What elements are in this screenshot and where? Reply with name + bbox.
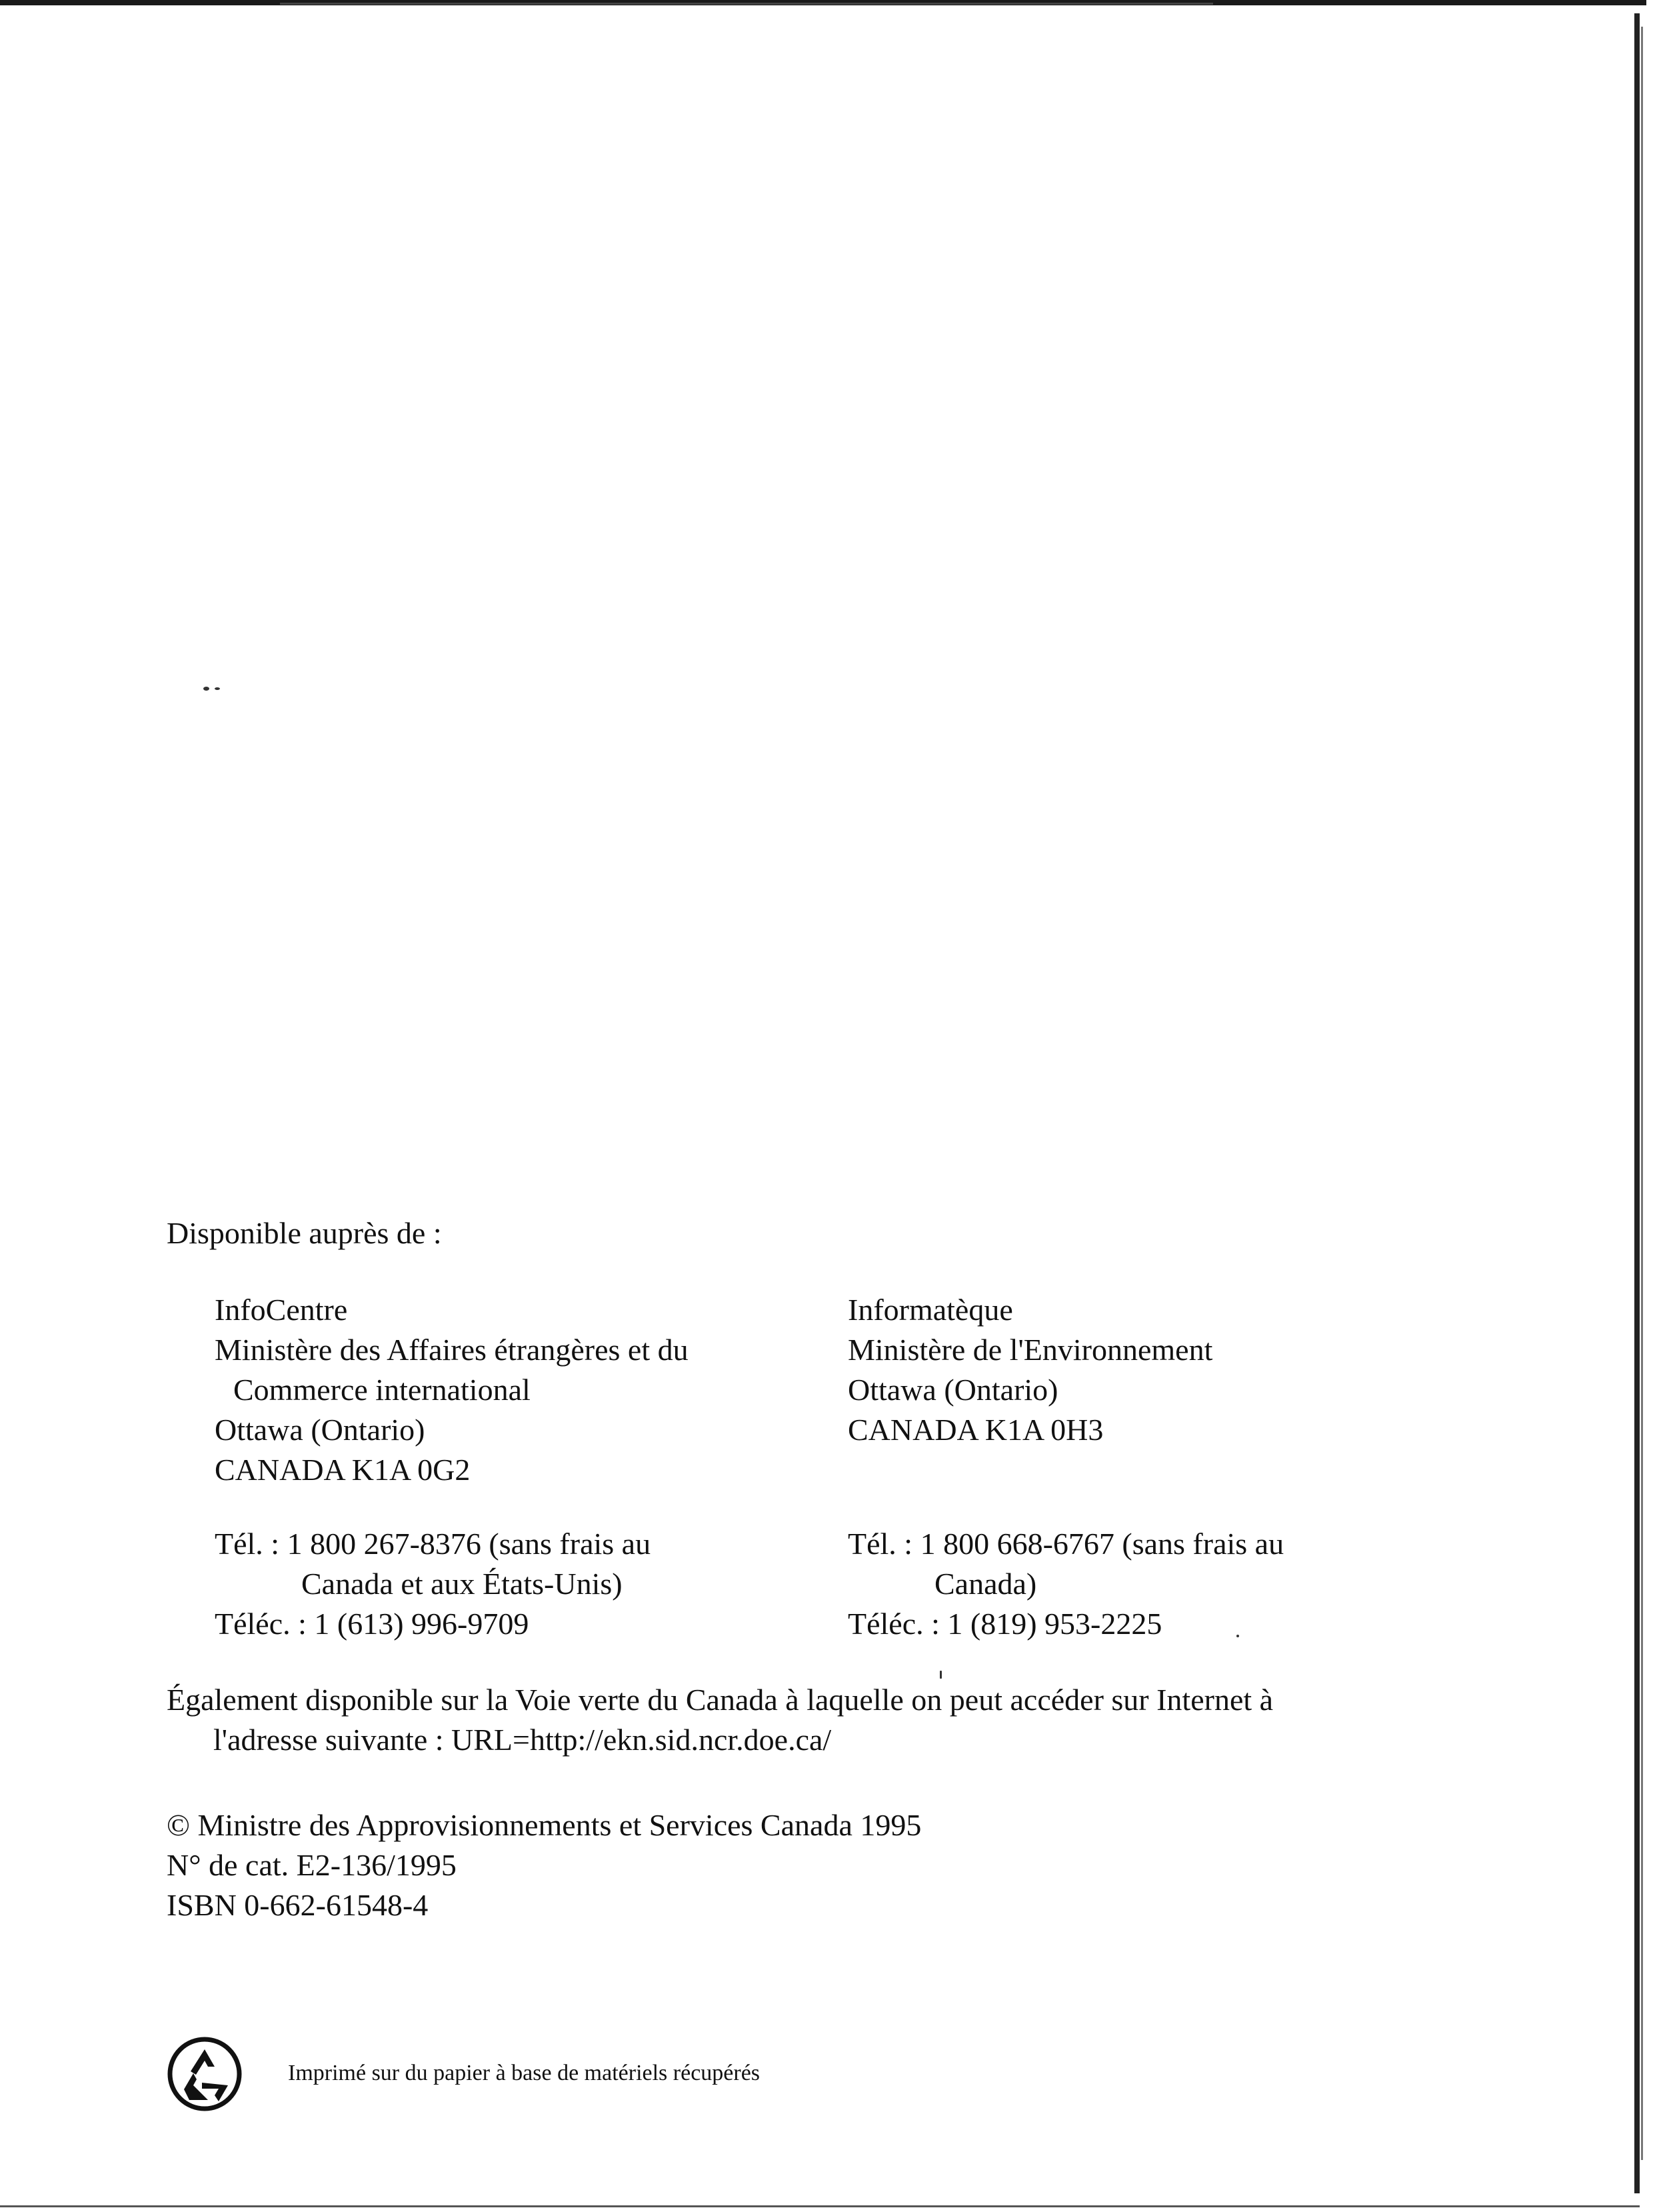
scan-edge-right-shadow	[1641, 27, 1643, 2160]
copyright-line: © Ministre des Approvisionnements et Services Canada 1995	[167, 1808, 922, 1842]
availability-heading: Disponible auprès de :	[167, 1216, 442, 1250]
address-line: Ottawa (Ontario)	[215, 1413, 425, 1447]
recycled-paper-notice: Imprimé sur du papier à base de matériels récupérés	[288, 2061, 761, 2085]
address-line: Ministère des Affaires étrangères et du	[215, 1333, 689, 1367]
right-phone-block	[848, 1524, 1284, 1644]
address-line: Informatèque	[848, 1293, 1013, 1327]
left-address-block	[215, 1290, 689, 1490]
paragraph-line: l'adresse suivante : URL=http://ekn.sid.ncr.doe.ca/	[213, 1723, 832, 1757]
scan-speck	[203, 687, 209, 691]
address-line: Commerce international	[233, 1373, 531, 1407]
scan-edge-bottom	[0, 2205, 1640, 2207]
address-line: CANADA K1A 0H3	[848, 1413, 1104, 1447]
address-line: InfoCentre	[215, 1293, 348, 1327]
address-line: Ottawa (Ontario)	[848, 1373, 1058, 1407]
address-line: CANADA K1A 0G2	[215, 1453, 471, 1487]
scan-edge-right	[1634, 13, 1640, 2193]
isbn: ISBN 0-662-61548-4	[167, 1888, 429, 1922]
paragraph-line: Également disponible sur la Voie verte du Canada à laquelle on peut accéder sur Internet à	[167, 1683, 1274, 1717]
scan-speck	[940, 1671, 942, 1679]
left-phone-block	[215, 1524, 651, 1644]
address-line: Ministère de l'Environnement	[848, 1333, 1213, 1367]
also-available-paragraph	[167, 1680, 1273, 1760]
scan-edge-top-shadow	[280, 3, 1213, 5]
catalogue-number: N° de cat. E2-136/1995	[167, 1848, 457, 1882]
phone-line: Canada et aux États-Unis)	[301, 1567, 623, 1601]
fax-line: Téléc. : 1 (613) 996-9709	[215, 1607, 529, 1641]
fax-line: Téléc. : 1 (819) 953-2225	[848, 1607, 1162, 1641]
phone-line: Tél. : 1 800 668-6767 (sans frais au	[848, 1527, 1284, 1561]
right-address-block	[848, 1290, 1212, 1450]
phone-line: Canada)	[934, 1567, 1037, 1601]
phone-line: Tél. : 1 800 267-8376 (sans frais au	[215, 1527, 651, 1561]
copyright-block	[167, 1805, 921, 1925]
scan-speck	[215, 687, 220, 690]
recycled-paper-icon	[167, 2036, 243, 2112]
